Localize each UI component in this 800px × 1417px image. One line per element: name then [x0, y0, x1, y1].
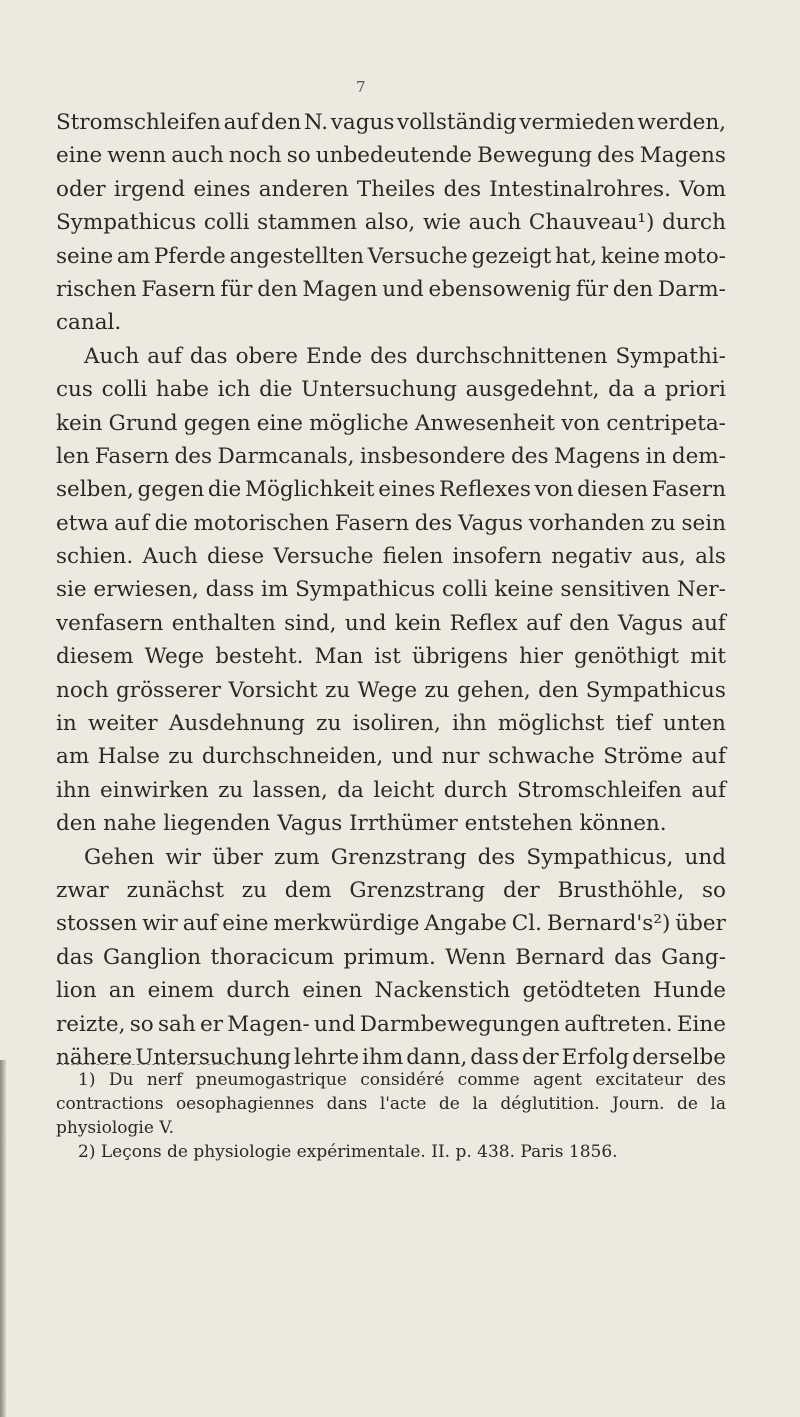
text-line: diesem Wege besteht. Man ist übrigens hier genöthigt mit	[56, 644, 726, 670]
text-line: seine am Pferde angestellten Versuche gezeigt hat, keine moto-	[56, 243, 726, 269]
page-number: 7	[356, 78, 366, 96]
text-line: Sympathicus colli stammen also, wie auch Chauveau¹) durch	[56, 210, 726, 236]
text-line: schien. Auch diese Versuche fielen insofern negativ aus, als	[56, 544, 726, 570]
text-line: len Fasern des Darmcanals, insbesondere des Magens in dem-	[56, 443, 726, 469]
text-line: selben, gegen die Möglichkeit eines Reflexes von diesen Fasern	[56, 477, 726, 503]
page-edge-shadow	[0, 1060, 6, 1417]
text-line: reizte, so sah er Magen- und Darmbewegungen auftreten. Eine	[56, 1011, 726, 1037]
footnote-line: contractions oesophagiennes dans l'acte de la déglutition. Journ. de la	[56, 1094, 726, 1114]
footnote-line: physiologie V.	[56, 1118, 174, 1138]
text-line: das Ganglion thoracicum primum. Wenn Bernard das Gang-	[56, 944, 726, 970]
text-line: stossen wir auf eine merkwürdige Angabe Cl. Bernard's²) über	[56, 911, 726, 937]
text-line: eine wenn auch noch so unbedeutende Bewegung des Magens	[56, 143, 726, 169]
footnotes	[56, 1068, 726, 1164]
text-line: cus colli habe ich die Untersuchung ausgedehnt, da a priori	[56, 377, 726, 403]
footnote-line: 2) Leçons de physiologie expérimentale. II. p. 438. Paris 1856.	[78, 1142, 618, 1162]
text-line: canal.	[56, 310, 122, 336]
text-line: in weiter Ausdehnung zu isoliren, ihn möglichst tief unten	[56, 711, 726, 737]
text-line: ihn einwirken zu lassen, da leicht durch Stromschleifen auf	[56, 777, 726, 803]
text-line: Stromschleifen auf den N. vagus vollständig vermieden werden,	[56, 110, 726, 135]
text-line: nähere Untersuchung lehrte ihm dann, dass der Erfolg derselbe	[56, 1044, 726, 1070]
text-line: lion an einem durch einen Nackenstich getödteten Hunde	[56, 978, 726, 1004]
text-line: am Halse zu durchschneiden, und nur schwache Ströme auf	[56, 744, 726, 770]
text-line: sie erwiesen, dass im Sympathicus colli keine sensitiven Ner-	[56, 577, 726, 603]
text-line: noch grösserer Vorsicht zu Wege zu gehen, den Sympathicus	[56, 677, 726, 703]
text-line: venfasern enthalten sind, und kein Reflex auf den Vagus auf	[56, 610, 726, 636]
text-line: Gehen wir über zum Grenzstrang des Sympathicus, und	[84, 844, 726, 870]
text-line: den nahe liegenden Vagus Irrthümer entstehen können.	[56, 811, 667, 837]
text-line: zwar zunächst zu dem Grenzstrang der Brusthöhle, so	[56, 877, 726, 903]
text-line: rischen Fasern für den Magen und ebensowenig für den Darm-	[56, 276, 726, 302]
text-line: kein Grund gegen eine mögliche Anwesenheit von centripeta-	[56, 410, 726, 436]
text-line: oder irgend eines anderen Theiles des Intestinalrohres. Vom	[56, 176, 726, 202]
footnote-line: 1) Du nerf pneumogastrique considéré comme agent excitateur des	[78, 1070, 726, 1090]
text-line: etwa auf die motorischen Fasern des Vagus vorhanden zu sein	[56, 510, 726, 536]
footnote-divider	[56, 1064, 276, 1065]
text-line: Auch auf das obere Ende des durchschnittenen Sympathi-	[84, 343, 726, 369]
body-text	[56, 106, 726, 1074]
